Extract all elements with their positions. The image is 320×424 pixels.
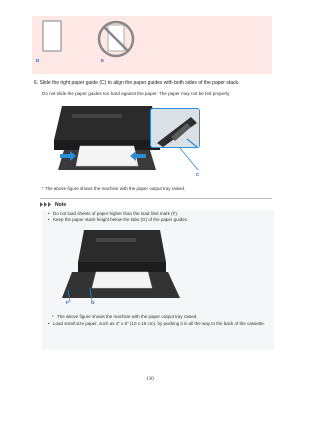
step-number: 6. xyxy=(34,80,39,86)
note-item: • Keep the paper stack height below the tabs (G) of the paper guides. xyxy=(48,217,268,223)
note-title: Note xyxy=(55,201,67,208)
note-list xyxy=(42,210,274,223)
note-figure-footnote: * The above figure shows the machine with the paper output tray raised. xyxy=(48,314,268,320)
figure-label-g: G xyxy=(91,300,95,305)
note-item: • Load small size paper, such as 4" x 6" (10 x 15 cm), by pushing it in all the way to the back of the cassette. xyxy=(48,321,268,327)
paper-guide-detail-inset xyxy=(150,108,200,148)
figure-label-f: F xyxy=(66,300,69,305)
paper-guide-detail-image xyxy=(151,109,200,148)
note-header xyxy=(40,198,272,208)
figure-footnote: * The above figure shows the machine with the paper output tray raised. xyxy=(42,186,186,191)
step-text: Slide the right paper guide (C) to align the paper guides with both sides of the paper stack. xyxy=(39,80,240,86)
step-6-instruction xyxy=(34,80,274,87)
prohibited-icon xyxy=(96,19,136,59)
note-arrows-icon xyxy=(40,202,52,207)
printer-load-limit-photo xyxy=(56,224,186,306)
caution-box xyxy=(32,16,272,74)
figure-label-e: E xyxy=(101,58,105,63)
figure-label-d: D xyxy=(36,58,40,63)
page-number: 130 xyxy=(146,377,154,382)
callout-line-c xyxy=(178,146,202,172)
note-item: • Do not load sheets of paper higher than the load limit mark (F). xyxy=(48,211,268,217)
note-list-continued xyxy=(42,314,274,328)
paper-illustration-d xyxy=(42,20,62,52)
step-6-subtext: Do not slide the paper guides too hard against the paper. The paper may not be fed properly. xyxy=(42,91,231,96)
figure-label-c: C xyxy=(196,172,200,177)
